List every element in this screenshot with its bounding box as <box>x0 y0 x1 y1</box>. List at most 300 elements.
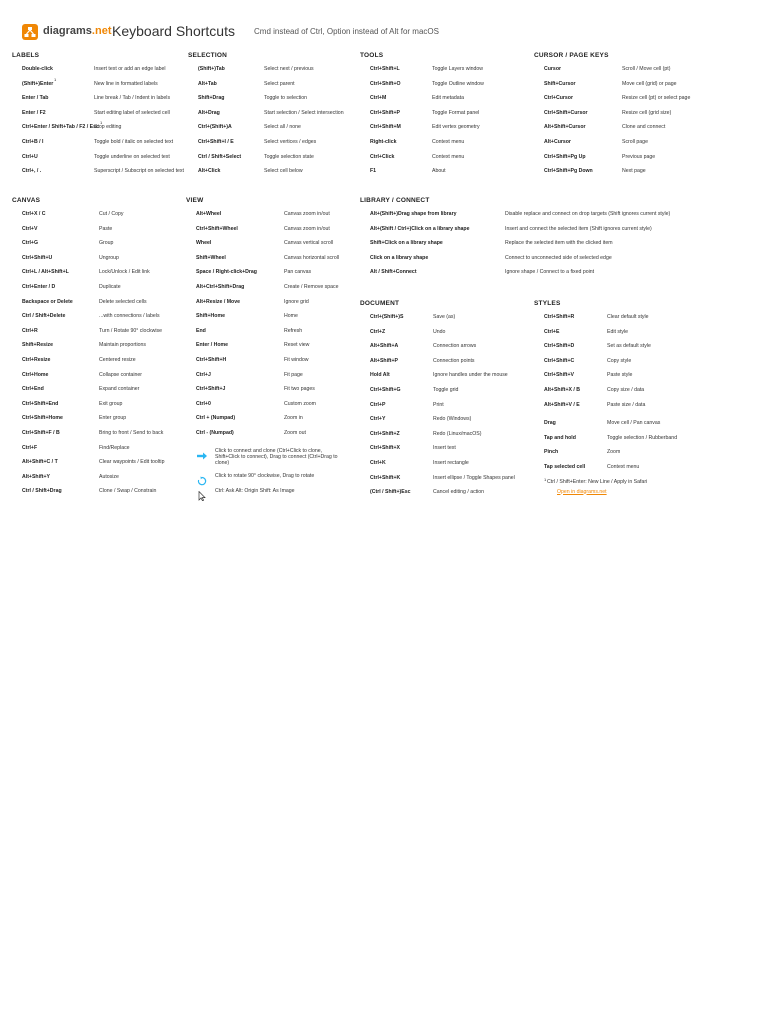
shortcut-key: Alt+(Shift / Ctrl+)Click on a library shape <box>370 225 470 232</box>
shortcut-row <box>188 124 363 139</box>
shortcut-description: Next page <box>622 168 646 175</box>
shortcut-row <box>186 240 361 255</box>
shortcut-row <box>186 299 361 314</box>
shortcut-description: Resize cell (pt) or select page <box>622 95 691 102</box>
shortcut-row <box>12 66 187 81</box>
shortcut-row <box>360 402 535 417</box>
shortcut-key: Ctrl+Shift+Pg Up <box>544 153 586 160</box>
shortcut-row <box>12 488 187 503</box>
shortcut-row <box>12 357 187 372</box>
shortcut-row <box>534 372 764 387</box>
shortcut-row <box>534 387 764 402</box>
shortcut-description: Group <box>99 240 114 247</box>
shortcut-row <box>534 402 764 417</box>
shortcut-row <box>360 329 535 344</box>
shortcut-row <box>534 66 764 81</box>
shortcut-key: Double-click <box>22 66 53 72</box>
brand-name: diagrams.net <box>43 25 112 37</box>
shortcut-description: Bring to front / Send to back <box>99 429 164 436</box>
shortcut-description: Paste size / data <box>607 401 646 408</box>
shortcut-key: Ctrl+E <box>544 328 560 335</box>
shortcut-row <box>12 255 187 270</box>
section-document <box>360 300 535 504</box>
shortcut-key: Ctrl+Shift+F / B <box>22 429 60 436</box>
shortcut-row <box>186 415 361 430</box>
shortcut-key: Shift+Click on a library shape <box>370 240 443 247</box>
shortcut-key: Ctrl+F <box>22 444 38 451</box>
shortcut-row: (Shift+)Enter 1 New line in formatted labels <box>22 76 158 87</box>
shortcut-row <box>186 226 361 241</box>
shortcut-row <box>12 459 187 474</box>
shortcut-row <box>186 386 361 401</box>
shortcut-description: Toggle Format panel <box>432 109 480 116</box>
shortcut-row <box>360 240 760 255</box>
shortcut-key: Ctrl+(Shift+)S <box>370 314 404 320</box>
shortcut-row <box>534 449 764 464</box>
shortcut-key: Ctrl+(Shift+)A <box>198 124 232 131</box>
shortcut-row <box>360 211 760 226</box>
shortcut-description: Line break / Tab / Indent in labels <box>94 95 171 102</box>
shortcut-row <box>12 95 187 110</box>
shortcut-description: Undo <box>433 328 446 335</box>
shortcut-description: Enter group <box>99 415 127 422</box>
shortcut-row <box>360 226 760 241</box>
shortcut-row <box>12 430 187 445</box>
icon-hint-row <box>186 448 361 473</box>
shortcut-description: Canvas vertical scroll <box>284 240 334 247</box>
section-view <box>186 197 361 503</box>
shortcut-key: Ctrl+V <box>22 225 38 232</box>
shortcut-description: Delete selected cells <box>99 298 147 305</box>
section-title-library: LIBRARY / CONNECT <box>360 197 430 204</box>
shortcut-key: Ctrl+Shift+Z <box>370 430 400 437</box>
shortcut-key: Hold Alt <box>370 372 390 379</box>
shortcut-description: Lock/Unlock / Edit link <box>99 269 150 276</box>
shortcut-row <box>534 110 764 125</box>
shortcut-description: Ignore shape / Connect to a fixed point <box>505 269 595 276</box>
shortcut-description: Toggle underline on selected text <box>94 153 170 160</box>
shortcut-key: Ctrl+End <box>22 386 44 393</box>
shortcut-description: Fit page <box>284 371 303 378</box>
shortcut-description: Move cell (grid) or page <box>622 80 677 87</box>
shortcut-description: Print <box>433 401 444 408</box>
shortcut-key: Shift+Wheel <box>196 254 226 261</box>
shortcut-row <box>186 328 361 343</box>
section-title-labels: LABELS <box>12 52 40 59</box>
shortcut-row <box>534 95 764 110</box>
shortcut-description: Context menu <box>432 153 465 160</box>
diagrams-logo-icon <box>22 24 38 40</box>
shortcut-description: New line in formatted labels <box>94 80 158 87</box>
shortcut-description: Set as default style <box>607 343 651 350</box>
shortcut-row <box>534 154 764 169</box>
shortcut-key: Ctrl+B / I <box>22 138 44 145</box>
shortcut-key: Ctrl+Shift+O <box>370 80 401 87</box>
shortcut-key: Ctrl / Shift+Delete <box>22 313 66 320</box>
shortcut-row <box>12 284 187 299</box>
shortcut-description: Previous page <box>622 153 656 160</box>
shortcut-description: Copy style <box>607 357 632 364</box>
shortcut-description: About <box>432 168 446 175</box>
shortcut-row <box>186 372 361 387</box>
shortcut-description: Zoom in <box>284 415 303 422</box>
shortcut-description: Insert text <box>433 445 456 452</box>
shortcut-key: Shift+Cursor <box>544 80 576 87</box>
shortcut-key: Alt+Shift+Cursor <box>544 124 586 131</box>
section-title-cursor: CURSOR / PAGE KEYS <box>534 52 609 59</box>
shortcut-key: Ctrl+Shift+M <box>370 124 401 131</box>
shortcut-key: Alt+Shift+A <box>370 343 399 350</box>
page-title: Keyboard Shortcuts <box>112 23 235 39</box>
shortcut-row <box>12 269 187 284</box>
shortcut-description: Clone / Swap / Constrain <box>99 488 157 495</box>
shortcut-key: Ctrl+Shift+I / E <box>198 138 234 145</box>
shortcut-description: Canvas horizontal scroll <box>284 254 340 261</box>
shortcut-description: Canvas zoom in/out <box>284 225 330 232</box>
section-title-selection: SELECTION <box>188 52 227 59</box>
shortcut-row <box>360 139 535 154</box>
shortcut-description: Select next / previous <box>264 66 314 72</box>
shortcut-description: Exit group <box>99 400 123 407</box>
shortcut-key: Ctrl+Home <box>22 371 49 378</box>
shortcut-description: Select all / none <box>264 124 301 131</box>
shortcut-key: Alt+Cursor <box>544 138 571 145</box>
shortcut-key: Ctrl - (Numpad) <box>196 429 234 436</box>
page-subtitle: Cmd instead of Ctrl, Option instead of Alt for macOS <box>254 27 439 36</box>
shortcut-row <box>186 313 361 328</box>
shortcut-description: Toggle bold / italic on selected text <box>94 138 174 145</box>
shortcut-key: Ctrl+Shift+L <box>370 66 400 72</box>
shortcut-row <box>186 430 361 445</box>
shortcut-key: Ctrl+J <box>196 371 211 378</box>
section-styles <box>534 300 764 499</box>
footnote: 1 Ctrl / Shift+Enter: New Line / Apply in Safari <box>544 476 648 485</box>
shortcut-row <box>534 420 764 435</box>
section-tools <box>360 52 535 183</box>
shortcut-description: Centered resize <box>99 356 136 363</box>
icon-hint-text: Ctrl: Ask Alt: Origin Shift: As Image <box>215 487 295 494</box>
shortcut-row <box>186 255 361 270</box>
cursor-icon <box>196 488 208 498</box>
shortcut-key: Click on a library shape <box>370 254 429 261</box>
shortcut-description: Clear waypoints / Edit tooltip <box>99 459 165 466</box>
shortcut-key: (Ctrl / Shift+)Esc <box>370 489 411 496</box>
shortcut-description: ...with connections / labels <box>99 313 160 320</box>
shortcut-row <box>360 460 535 475</box>
shortcut-row <box>360 269 760 284</box>
icon-hint-text: Click to rotate 90° clockwise, Drag to rotate <box>215 472 315 479</box>
shortcut-description: Toggle selection / Rubberband <box>607 434 678 441</box>
shortcut-key: Ctrl+Shift+U <box>22 254 53 261</box>
shortcut-row <box>360 124 535 139</box>
shortcut-key: Ctrl+Shift+End <box>22 400 59 407</box>
shortcut-row <box>534 81 764 96</box>
shortcut-row <box>186 357 361 372</box>
footnote-text: Ctrl / Shift+Enter: New Line / Apply in Safari <box>547 478 648 485</box>
shortcut-key: Alt+Tab <box>198 80 217 87</box>
shortcut-description: Select parent <box>264 80 295 87</box>
shortcut-key: Shift+Drag <box>198 95 225 102</box>
shortcut-key: Ctrl+0 <box>196 400 211 407</box>
shortcut-row <box>360 168 535 183</box>
shortcut-description: Pan canvas <box>284 269 312 276</box>
shortcut-row <box>12 474 187 489</box>
shortcut-description: Start editing label of selected cell <box>94 109 170 116</box>
shortcut-key: Ctrl+K <box>370 459 386 466</box>
shortcut-description: Toggle selection state <box>264 153 314 160</box>
shortcut-key: Ctrl+Shift+D <box>544 343 575 350</box>
shortcut-description: Resize cell (grid size) <box>622 109 672 116</box>
shortcut-description: Autosize <box>99 473 119 480</box>
shortcut-row <box>12 386 187 401</box>
shortcut-description: Zoom <box>607 449 621 456</box>
shortcut-row <box>360 475 535 490</box>
shortcut-key: Ctrl+M <box>370 95 387 102</box>
shortcut-key: Ctrl+Shift+Wheel <box>196 225 238 232</box>
shortcut-description: Move cell / Pan canvas <box>607 420 661 427</box>
shortcut-row <box>360 445 535 460</box>
shortcut-row <box>360 154 535 169</box>
shortcut-row <box>186 269 361 284</box>
shortcut-row <box>12 342 187 357</box>
shortcut-description: Copy size / data <box>607 386 645 393</box>
shortcut-row <box>12 139 187 154</box>
section-title-canvas: CANVAS <box>12 197 41 204</box>
shortcut-key: Ctrl+Enter / D <box>22 283 56 290</box>
shortcut-key: Ctrl+X / C <box>22 211 46 217</box>
shortcut-row <box>360 66 535 81</box>
shortcut-row <box>534 464 764 479</box>
shortcut-row <box>12 240 187 255</box>
section-title-tools: TOOLS <box>360 52 384 59</box>
shortcut-description: Expand container <box>99 386 140 393</box>
shortcut-row <box>188 139 363 154</box>
shortcut-row <box>534 343 764 358</box>
shortcut-key: Ctrl+L / Alt+Shift+L <box>22 269 69 276</box>
shortcut-row: Ctrl+Enter / Shift+Tab / F2 / Esc 1 Stop editing <box>22 120 122 131</box>
section-library <box>360 197 760 284</box>
rotate-icon <box>196 473 208 483</box>
shortcut-key: Ctrl+Shift+Cursor <box>544 109 588 116</box>
shortcut-key: Shift+Home <box>196 313 225 320</box>
shortcut-key: (Shift+)Tab <box>198 66 225 72</box>
shortcut-row <box>360 416 535 431</box>
blue-arrow-icon <box>196 448 208 458</box>
shortcut-description: Paste style <box>607 372 633 379</box>
shortcut-row <box>12 211 187 226</box>
icon-hint-text: Click to connect and clone (Ctrl+Click to clone, Shift+Click to connect), Drag to connect (Ctrl+Drag to clone) <box>215 447 338 466</box>
shortcut-row <box>534 139 764 154</box>
shortcut-key: Alt+Wheel <box>196 211 222 217</box>
shortcut-description: Edit style <box>607 328 629 335</box>
shortcut-row <box>12 299 187 314</box>
shortcut-description: Clone and connect <box>622 124 666 131</box>
shortcut-key: Alt / Shift+Connect <box>370 269 417 276</box>
shortcut-description: Context menu <box>607 463 640 470</box>
shortcut-key: Right-click <box>370 138 397 145</box>
shortcut-key: Wheel <box>196 240 212 247</box>
shortcut-key: (Shift+)Enter <box>22 80 54 87</box>
shortcut-row <box>360 372 535 387</box>
section-labels <box>12 52 187 183</box>
shortcut-key: Ctrl / Shift+Select <box>198 153 242 160</box>
shortcut-description: Insert and connect the selected item (Shift ignores current style) <box>505 225 652 232</box>
shortcut-description: Fit window <box>284 356 309 363</box>
shortcut-row <box>12 313 187 328</box>
shortcut-row <box>186 401 361 416</box>
shortcut-key: Drag <box>544 420 556 427</box>
shortcut-description: Duplicate <box>99 283 121 290</box>
shortcut-description: Select vertices / edges <box>264 138 317 145</box>
shortcut-description: Canvas zoom in/out <box>284 211 330 217</box>
shortcut-description: Replace the selected item with the clicked item <box>505 240 613 247</box>
shortcut-key: Ctrl+R <box>22 327 38 334</box>
shortcut-description: Context menu <box>432 138 465 145</box>
shortcut-key: Ctrl+Shift+G <box>370 386 401 393</box>
section-canvas <box>12 197 187 503</box>
shortcut-key: Ctrl+U <box>22 153 38 160</box>
shortcut-row <box>360 95 535 110</box>
shortcut-row <box>188 95 363 110</box>
shortcut-row <box>534 358 764 373</box>
shortcut-key: Ctrl+G <box>22 240 38 247</box>
section-selection <box>188 52 363 183</box>
shortcut-key: Shift+Resize <box>22 342 53 349</box>
shortcut-row <box>12 401 187 416</box>
shortcut-key: Ctrl+Shift+H <box>196 356 227 363</box>
shortcut-key: Pinch <box>544 449 559 456</box>
shortcut-key: Alt+Shift+V / E <box>544 401 580 408</box>
shortcut-description: Scroll / Move cell (pt) <box>622 66 671 72</box>
shortcut-description: Edit metadata <box>432 95 465 102</box>
shortcut-description: Cancel editing / action <box>433 489 485 496</box>
shortcut-key: Enter / F2 <box>22 109 46 116</box>
shortcut-row <box>534 124 764 139</box>
shortcut-description: Connect to unconnected side of selected edge <box>505 254 612 261</box>
shortcut-row <box>188 66 363 81</box>
shortcut-description: Connection arrows <box>433 343 477 350</box>
section-title-document: DOCUMENT <box>360 300 400 307</box>
shortcut-row <box>534 314 764 329</box>
shortcut-key: Ctrl+Shift+X <box>370 445 400 452</box>
shortcut-key: Alt+Shift+X / B <box>544 386 581 393</box>
shortcut-description: Redo (Windows) <box>433 416 472 423</box>
shortcut-description: Maintain proportions <box>99 342 147 349</box>
shortcut-key: Tap selected cell <box>544 463 586 470</box>
shortcut-key: Ctrl+Shift+V <box>544 372 574 379</box>
shortcut-description: Paste <box>99 225 113 232</box>
shortcut-key: Alt+(Shift+)Drag shape from library <box>370 211 457 217</box>
shortcut-key: Ctrl+Click <box>370 153 395 160</box>
section-title-styles: STYLES <box>534 300 561 307</box>
open-in-diagrams-link[interactable]: Open in diagrams.net <box>557 488 607 495</box>
shortcut-key: Ctrl+Enter / Shift+Tab / F2 / Esc <box>22 124 99 131</box>
section-title-view: VIEW <box>186 197 204 204</box>
shortcut-description: Home <box>284 313 298 320</box>
shortcut-description: Fit two pages <box>284 386 315 393</box>
shortcut-key: Ctrl+Shift+K <box>370 474 401 481</box>
shortcut-key: Alt+Click <box>198 168 221 175</box>
shortcut-description: Turn / Rotate 90° clockwise <box>99 327 163 334</box>
shortcut-key: Ctrl+Z <box>370 328 386 335</box>
shortcut-description: Toggle Outline window <box>432 80 484 87</box>
shortcut-row <box>188 168 363 183</box>
shortcut-description: Redo (Linux/macOS) <box>433 430 482 437</box>
shortcut-description: Create / Remove space <box>284 283 339 290</box>
shortcut-key: Ctrl / Shift+Drag <box>22 488 62 495</box>
shortcut-key: Alt+Shift+C / T <box>22 459 58 466</box>
shortcut-key: End <box>196 327 206 334</box>
shortcut-key: Ctrl+Shift+J <box>196 386 226 393</box>
shortcut-description: Ignore grid <box>284 298 309 305</box>
shortcut-description: Insert ellipse / Toggle Shapes panel <box>433 474 515 481</box>
shortcut-key: Enter / Home <box>196 342 228 349</box>
shortcut-key: Cursor <box>544 66 562 72</box>
shortcut-description: Insert text or add an edge label <box>94 66 166 72</box>
shortcut-description: Insert rectangle <box>433 459 469 466</box>
shortcut-description: Find/Replace <box>99 444 130 451</box>
shortcut-key: Ctrl+Resize <box>22 356 51 363</box>
shortcut-description: Collapse container <box>99 371 142 378</box>
shortcut-row <box>186 211 361 226</box>
shortcut-key: Space / Right-click+Drag <box>196 269 257 276</box>
shortcut-row <box>188 154 363 169</box>
shortcut-description: Edit vertex geometry <box>432 124 480 131</box>
shortcut-row <box>534 329 764 344</box>
shortcut-description: Disable replace and connect on drop targets (Shift ignores current style) <box>505 211 671 217</box>
icon-hint-row <box>186 488 361 503</box>
shortcut-key: Tap and hold <box>544 434 576 441</box>
shortcut-row <box>360 387 535 402</box>
shortcut-row <box>12 168 187 183</box>
shortcut-description: Select cell below <box>264 168 303 175</box>
shortcut-row <box>360 343 535 358</box>
shortcut-key: Ctrl+P <box>370 401 386 408</box>
shortcut-description: Clear default style <box>607 314 649 320</box>
icon-hint-row <box>186 473 361 488</box>
shortcut-description: Reset view <box>284 342 310 349</box>
shortcut-key: Ctrl+Shift+Pg Down <box>544 168 593 175</box>
shortcut-key: Alt+Drag <box>198 109 220 116</box>
shortcut-row <box>360 314 535 329</box>
shortcut-row <box>360 255 760 270</box>
shortcut-row <box>12 328 187 343</box>
header <box>22 22 762 42</box>
shortcut-description: Toggle to selection <box>264 95 307 102</box>
shortcut-key: Enter / Tab <box>22 95 49 102</box>
shortcut-key: Ctrl + (Numpad) <box>196 415 236 422</box>
shortcut-row <box>360 81 535 96</box>
shortcut-row <box>12 445 187 460</box>
shortcut-description: Custom zoom <box>284 400 316 407</box>
shortcut-key: Ctrl+Shift+R <box>544 314 575 320</box>
shortcut-key: Ctrl+Shift+Home <box>22 415 63 422</box>
shortcut-key: Alt+Shift+P <box>370 357 398 364</box>
shortcut-row <box>186 284 361 299</box>
shortcut-row <box>534 168 764 183</box>
shortcut-key: Ctrl+Y <box>370 416 386 423</box>
shortcut-description: Cut / Copy <box>99 211 124 217</box>
shortcut-key: Ctrl+Cursor <box>544 95 573 102</box>
shortcut-key: Alt+Shift+Y <box>22 473 50 480</box>
shortcut-row <box>188 110 363 125</box>
shortcut-row <box>360 358 535 373</box>
shortcut-description: Connection points <box>433 357 475 364</box>
shortcut-description: Toggle grid <box>433 386 459 393</box>
shortcut-description: Superscript / Subscript on selected text <box>94 168 184 175</box>
shortcut-row <box>360 110 535 125</box>
shortcut-row <box>12 154 187 169</box>
